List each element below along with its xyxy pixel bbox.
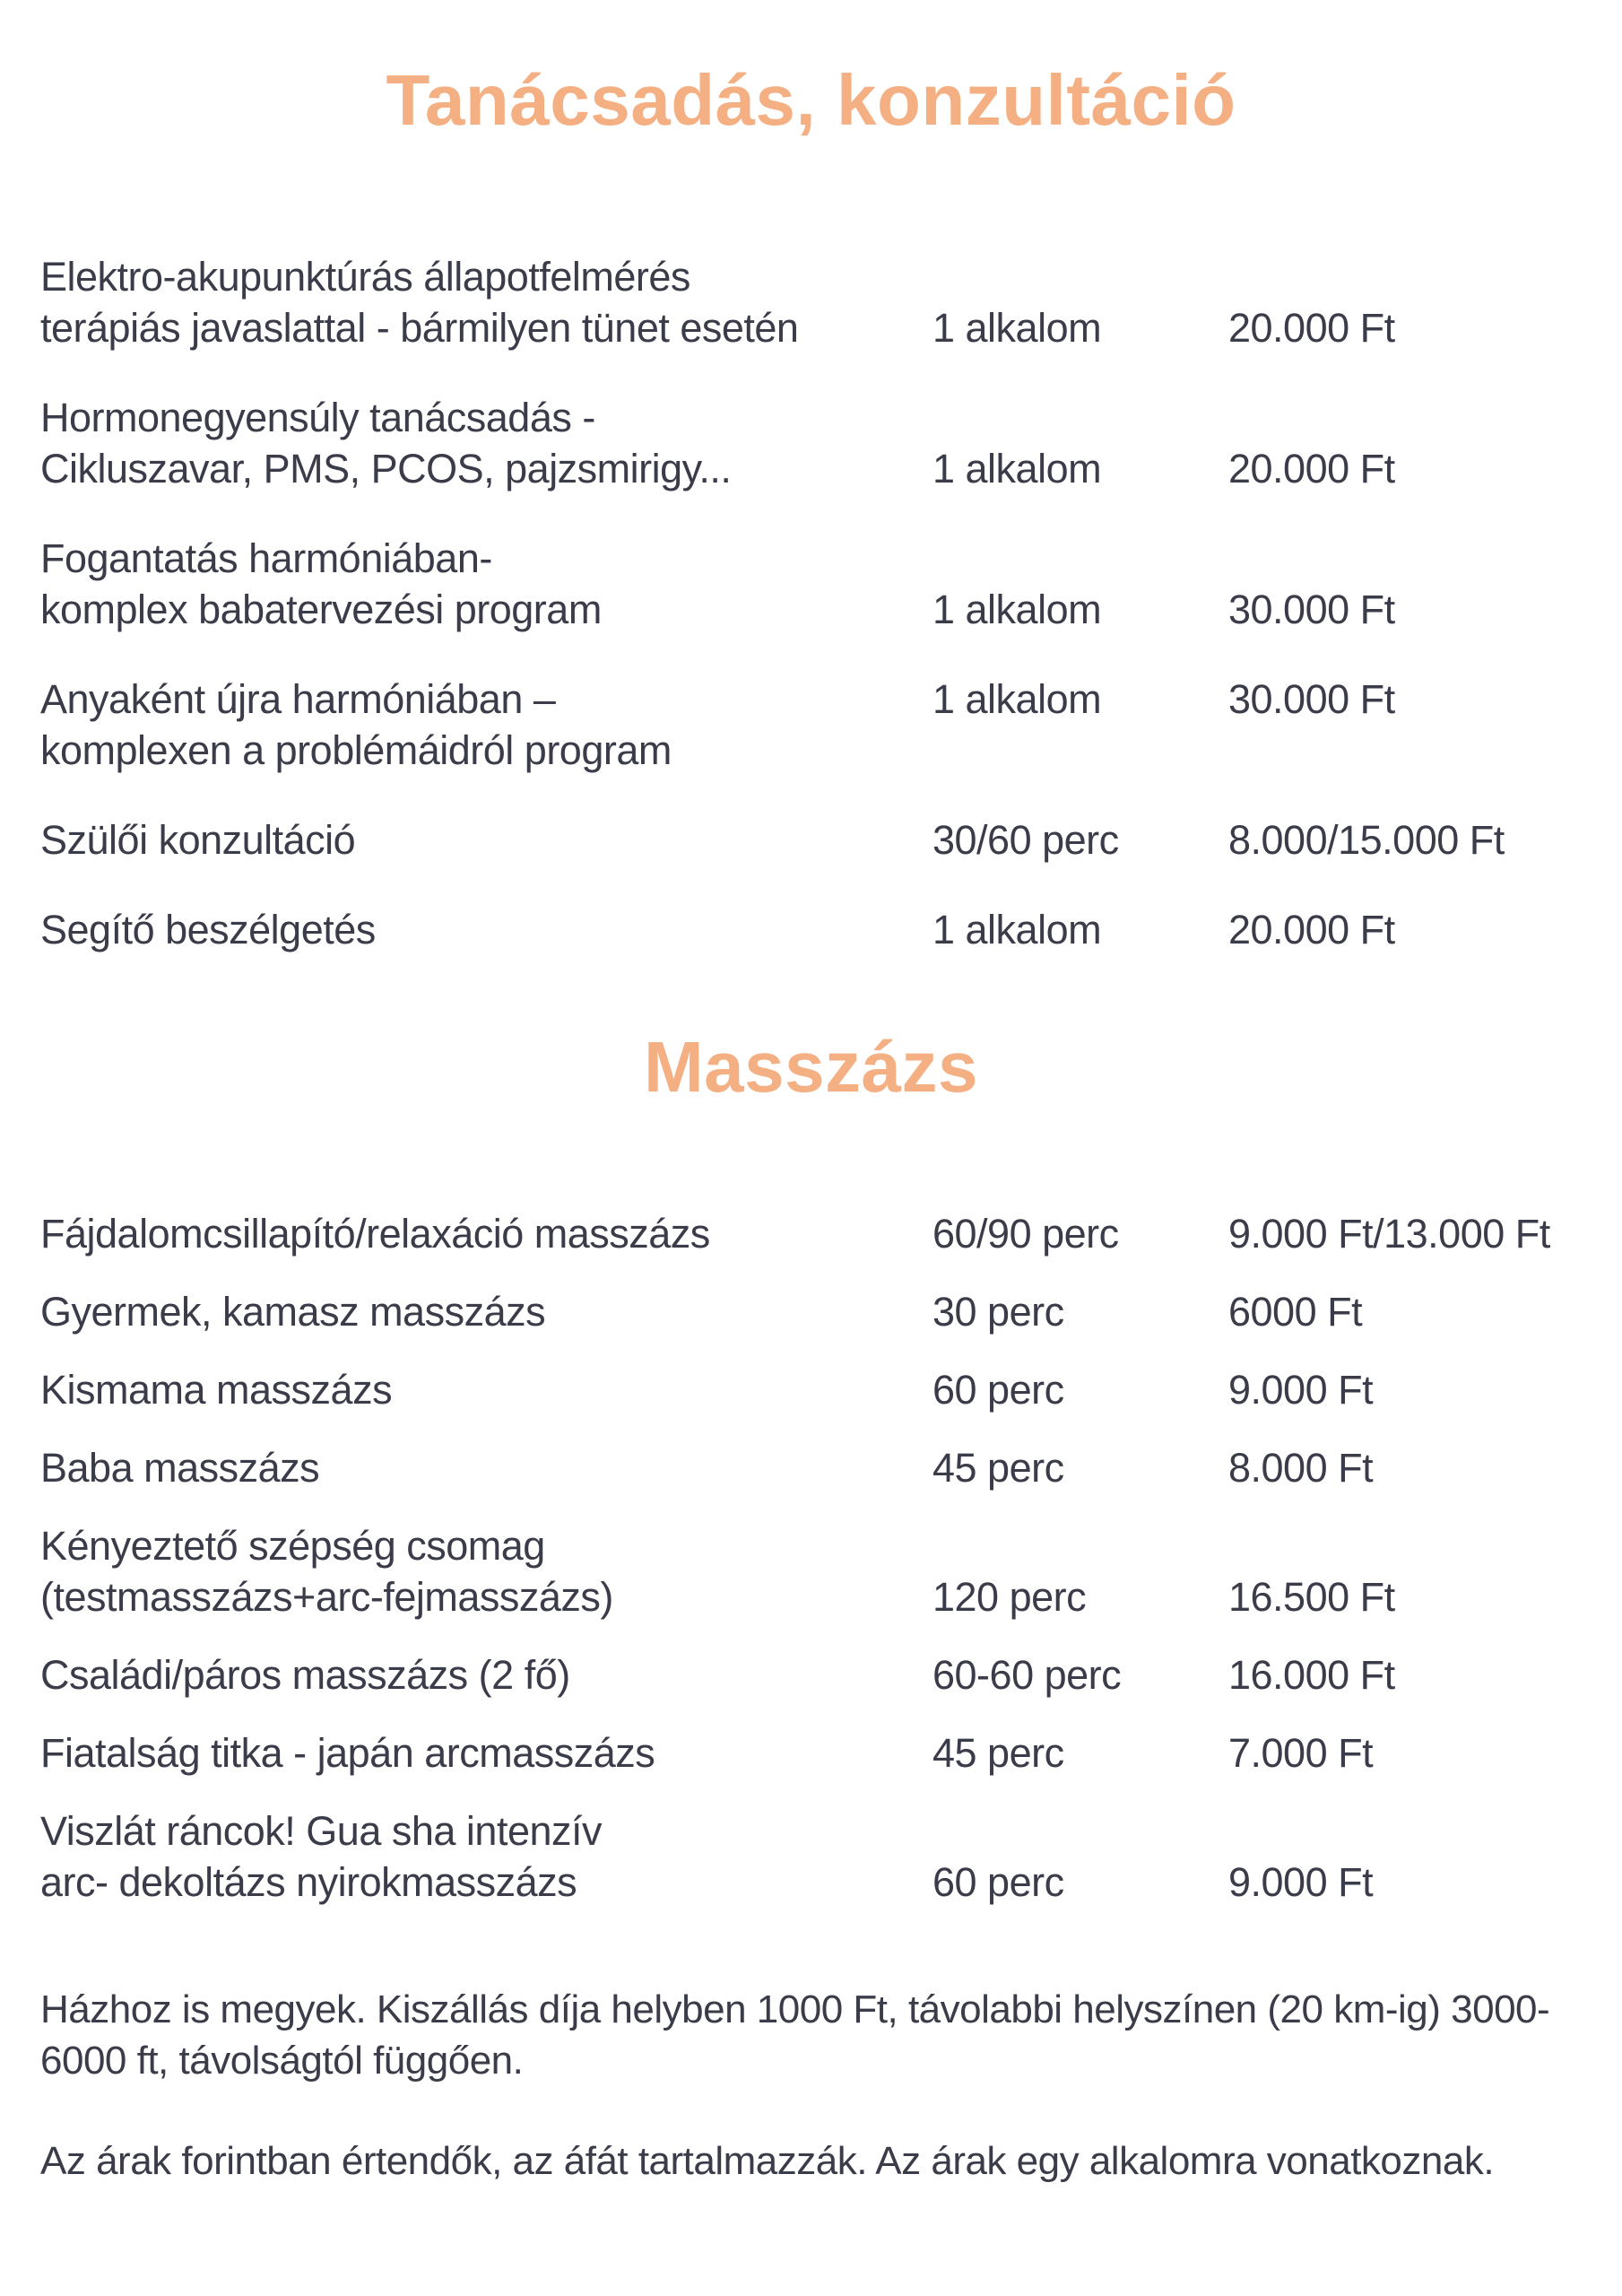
service-name <box>40 1727 932 1779</box>
service-quantity: 1 alkalom <box>932 305 1102 351</box>
service-name <box>40 1649 932 1700</box>
price-row <box>40 1727 1582 1779</box>
service-quantity: 1 alkalom <box>932 587 1102 632</box>
service-price: 9.000 Ft <box>1228 1859 1374 1905</box>
service-quantity: 1 alkalom <box>932 907 1102 952</box>
price-row <box>40 814 1582 865</box>
service-name <box>40 904 932 955</box>
service-name-line: Fiatalság titka - japán arcmasszázs <box>40 1730 655 1776</box>
service-price: 8.000/15.000 Ft <box>1228 817 1505 863</box>
service-quantity: 30 perc <box>932 1289 1064 1335</box>
service-name-line: komplex babatervezési program <box>40 587 602 632</box>
service-name-line: Baba masszázs <box>40 1445 320 1491</box>
price-row <box>40 1364 1582 1415</box>
service-quantity: 45 perc <box>932 1445 1064 1491</box>
service-name <box>40 1805 932 1908</box>
service-name-line: Kismama masszázs <box>40 1367 393 1413</box>
service-quantity: 60 perc <box>932 1859 1064 1905</box>
service-name-line: Segítő beszélgetés <box>40 907 376 952</box>
service-price: 6000 Ft <box>1228 1289 1363 1335</box>
price-row <box>40 533 1582 635</box>
section-title-massage: Masszázs <box>643 1027 979 1107</box>
price-row <box>40 1442 1582 1493</box>
price-row <box>40 1208 1582 1259</box>
section-title-consultation: Tanácsadás, konzultáció <box>386 60 1236 140</box>
service-name-line: Családi/páros masszázs (2 fő) <box>40 1652 570 1698</box>
footer-notes <box>40 1984 1582 2187</box>
service-name-line: Hormonegyensúly tanácsadás - <box>40 395 595 440</box>
service-quantity: 1 alkalom <box>932 446 1102 491</box>
service-name <box>40 392 932 494</box>
service-quantity: 45 perc <box>932 1730 1064 1776</box>
price-row <box>40 392 1582 494</box>
service-price: 9.000 Ft <box>1228 1367 1374 1413</box>
service-name-line: (testmasszázs+arc-fejmasszázs) <box>40 1574 613 1620</box>
service-name-line: Viszlát ráncok! Gua sha intenzív <box>40 1808 602 1854</box>
service-quantity: 60 perc <box>932 1367 1064 1413</box>
service-name <box>40 814 932 865</box>
service-quantity: 60/90 perc <box>932 1211 1119 1257</box>
service-name-line: Elektro-akupunktúrás állapotfelmérés <box>40 254 690 300</box>
service-name <box>40 1364 932 1415</box>
service-name-line: Anyaként újra harmóniában – <box>40 676 556 722</box>
service-name-line: Kényeztető szépség csomag <box>40 1523 545 1569</box>
service-name-line: Cikluszavar, PMS, PCOS, pajzsmirigy... <box>40 446 732 491</box>
footer-note-vat: Az árak forintban értendők, az áfát tartalmazzák. Az árak egy alkalomra vonatkoznak. <box>40 2139 1495 2183</box>
footer-note-travel: Házhoz is megyek. Kiszállás díja helyben 1000 Ft, távolabbi helyszínen (20 km-ig) 3000-6000 ft, távolságtól függően. <box>40 1987 1550 2083</box>
service-price: 20.000 Ft <box>1228 446 1395 491</box>
service-name-line: Fájdalomcsillapító/relaxáció masszázs <box>40 1211 710 1257</box>
price-row <box>40 1286 1582 1337</box>
service-name-line: komplexen a problémáidról program <box>40 727 672 773</box>
service-quantity: 120 perc <box>932 1574 1087 1620</box>
service-name <box>40 251 932 353</box>
price-row <box>40 251 1582 353</box>
service-price: 30.000 Ft <box>1228 587 1395 632</box>
service-name <box>40 533 932 635</box>
service-price: 8.000 Ft <box>1228 1445 1374 1491</box>
service-price: 20.000 Ft <box>1228 907 1395 952</box>
service-price: 16.000 Ft <box>1228 1652 1395 1698</box>
service-name <box>40 1520 932 1622</box>
service-name-line: Fogantatás harmóniában- <box>40 535 492 581</box>
service-name <box>40 674 932 776</box>
service-quantity: 30/60 perc <box>932 817 1119 863</box>
service-name-line: Szülői konzultáció <box>40 817 356 863</box>
massage-price-list <box>40 1208 1582 1908</box>
service-name-line: arc- dekoltázs nyirokmasszázs <box>40 1859 577 1905</box>
service-name-line: Gyermek, kamasz masszázs <box>40 1289 546 1335</box>
service-name-line: terápiás javaslattal - bármilyen tünet esetén <box>40 305 799 351</box>
service-price: 20.000 Ft <box>1228 305 1395 351</box>
price-row <box>40 1520 1582 1622</box>
service-price: 30.000 Ft <box>1228 676 1395 722</box>
price-row <box>40 904 1582 955</box>
service-quantity: 1 alkalom <box>932 676 1102 722</box>
service-name <box>40 1286 932 1337</box>
service-name <box>40 1208 932 1259</box>
service-price: 16.500 Ft <box>1228 1574 1395 1620</box>
service-price: 9.000 Ft/13.000 Ft <box>1228 1211 1550 1257</box>
consultation-price-list <box>40 251 1582 955</box>
service-quantity: 60-60 perc <box>932 1652 1122 1698</box>
price-row <box>40 1805 1582 1908</box>
price-row <box>40 1649 1582 1700</box>
price-row <box>40 674 1582 776</box>
service-name <box>40 1442 932 1493</box>
service-price: 7.000 Ft <box>1228 1730 1374 1776</box>
